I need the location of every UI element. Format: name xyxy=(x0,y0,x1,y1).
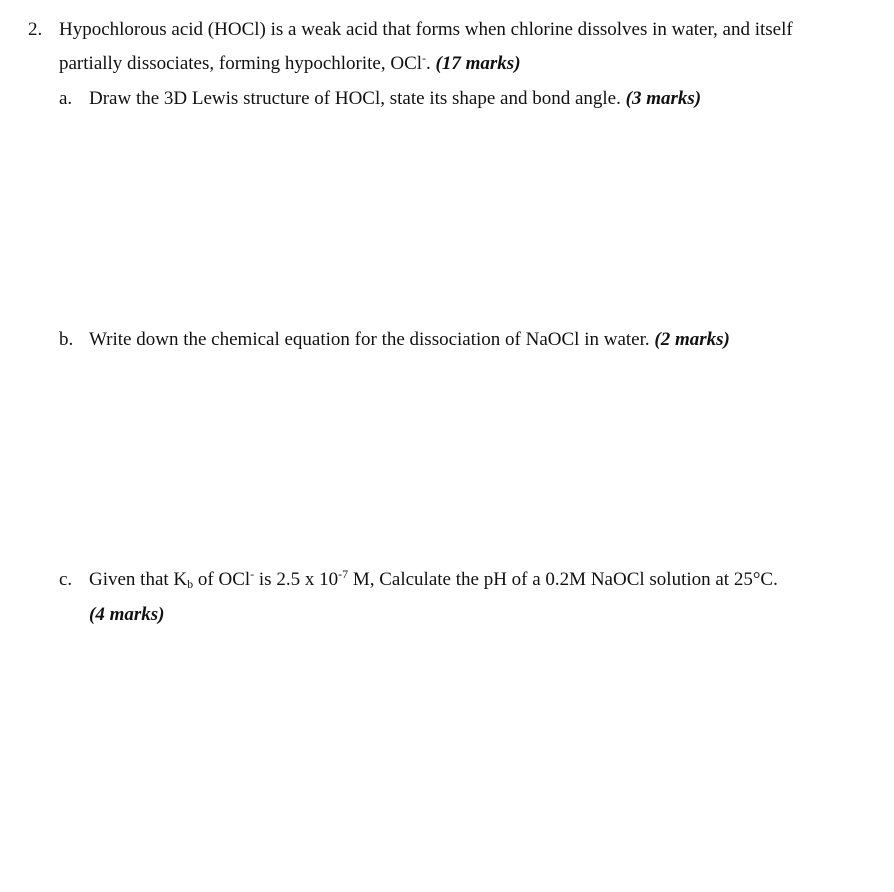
question-intro-line-2 xyxy=(59,53,521,75)
part-c-line xyxy=(89,569,778,591)
question-intro-text-2: partially dissociates, forming hypochlorite, OCl xyxy=(59,53,423,74)
question-marks: (17 marks) xyxy=(435,53,521,74)
question-number: 2. xyxy=(28,19,43,40)
exponent: -7 xyxy=(338,567,349,581)
part-c-text-2: of OCl xyxy=(193,569,251,590)
question-intro-period: . xyxy=(426,53,431,74)
part-b-text: Write down the chemical equation for the dissociation of NaOCl in water. xyxy=(89,329,650,350)
question-intro-text-1: Hypochlorous acid (HOCl) is a weak acid that forms when chlorine dissolves in water, and itself xyxy=(59,19,793,40)
question-intro-line-1 xyxy=(59,19,793,41)
part-a-line xyxy=(89,88,701,110)
part-b-line xyxy=(89,329,730,351)
ocl-charge: - xyxy=(250,567,255,581)
hypochlorite-charge: - xyxy=(422,51,427,65)
part-a-marks: (3 marks) xyxy=(625,88,702,109)
part-c-text-1: Given that K xyxy=(89,569,188,590)
part-b-marks: (2 marks) xyxy=(654,329,730,350)
part-c-marks-line xyxy=(89,604,164,626)
part-c-marks: (4 marks) xyxy=(89,604,165,625)
part-a-text: Draw the 3D Lewis structure of HOCl, state its shape and bond angle. xyxy=(89,88,621,109)
part-a-label: a. xyxy=(59,88,73,109)
part-b-label: b. xyxy=(59,329,74,350)
part-c-text-3: is 2.5 x 10 xyxy=(254,569,339,590)
kb-subscript: b xyxy=(187,577,194,591)
part-c-text-4: M, Calculate the pH of a 0.2M NaOCl solution at 25°C. xyxy=(348,569,778,590)
part-c-label: c. xyxy=(59,569,73,590)
